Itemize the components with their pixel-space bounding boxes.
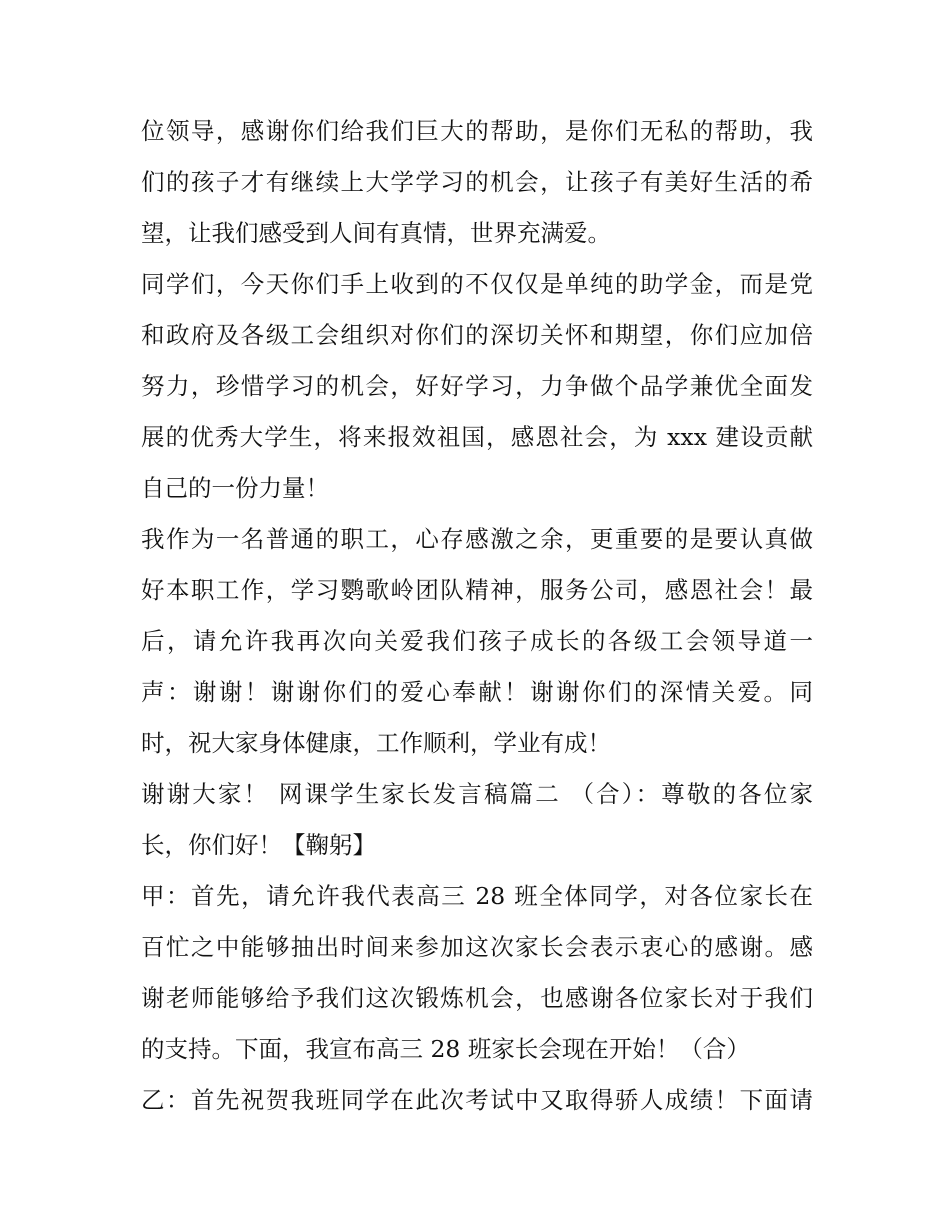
text-line: 长，你们好！【鞠躬】 <box>141 831 376 859</box>
text-line: 好本职工作，学习鹦歌岭团队精神，服务公司，感恩社会！最 <box>141 576 813 604</box>
text-line: 谢老师能够给予我们这次锻炼机会，也感谢各位家长对于我们 <box>141 984 813 1012</box>
text-line: 的支持。下面，我宣布高三 28 班家长会现在开始！（合） <box>141 1035 750 1063</box>
text-line: 后，请允许我再次向关爱我们孩子成长的各级工会领导道一 <box>141 627 813 655</box>
text-line: 展的优秀大学生，将来报效祖国，感恩社会，为 xxx 建设贡献 <box>141 423 813 451</box>
text-line: 自己的一份力量！ <box>141 474 329 502</box>
text-line: 们的孩子才有继续上大学学习的机会，让孩子有美好生活的希 <box>141 168 813 196</box>
text-line: 望，让我们感受到人间有真情，世界充满爱。 <box>141 219 611 247</box>
text-line: 时，祝大家身体健康，工作顺利，学业有成！ <box>141 729 611 757</box>
document-body <box>141 106 813 1126</box>
text-line: 声：谢谢！谢谢你们的爱心奉献！谢谢你们的深情关爱。同 <box>141 678 813 706</box>
text-line: 我作为一名普通的职工，心存感激之余，更重要的是要认真做 <box>141 525 813 553</box>
text-line: 谢谢大家！ 网课学生家长发言稿篇二 （合）：尊敬的各位家 <box>141 780 813 808</box>
text-line: 和政府及各级工会组织对你们的深切关怀和期望，你们应加倍 <box>141 321 813 349</box>
text-line: 努力，珍惜学习的机会，好好学习，力争做个品学兼优全面发 <box>141 372 813 400</box>
text-line: 同学们，今天你们手上收到的不仅仅是单纯的助学金，而是党 <box>141 270 813 298</box>
text-line: 甲：首先，请允许我代表高三 28 班全体同学，对各位家长在 <box>141 882 813 910</box>
text-line: 百忙之中能够抽出时间来参加这次家长会表示衷心的感谢。感 <box>141 933 813 961</box>
text-line: 位领导，感谢你们给我们巨大的帮助，是你们无私的帮助，我 <box>141 117 813 145</box>
text-line: 乙：首先祝贺我班同学在此次考试中又取得骄人成绩！下面请 <box>141 1086 813 1114</box>
